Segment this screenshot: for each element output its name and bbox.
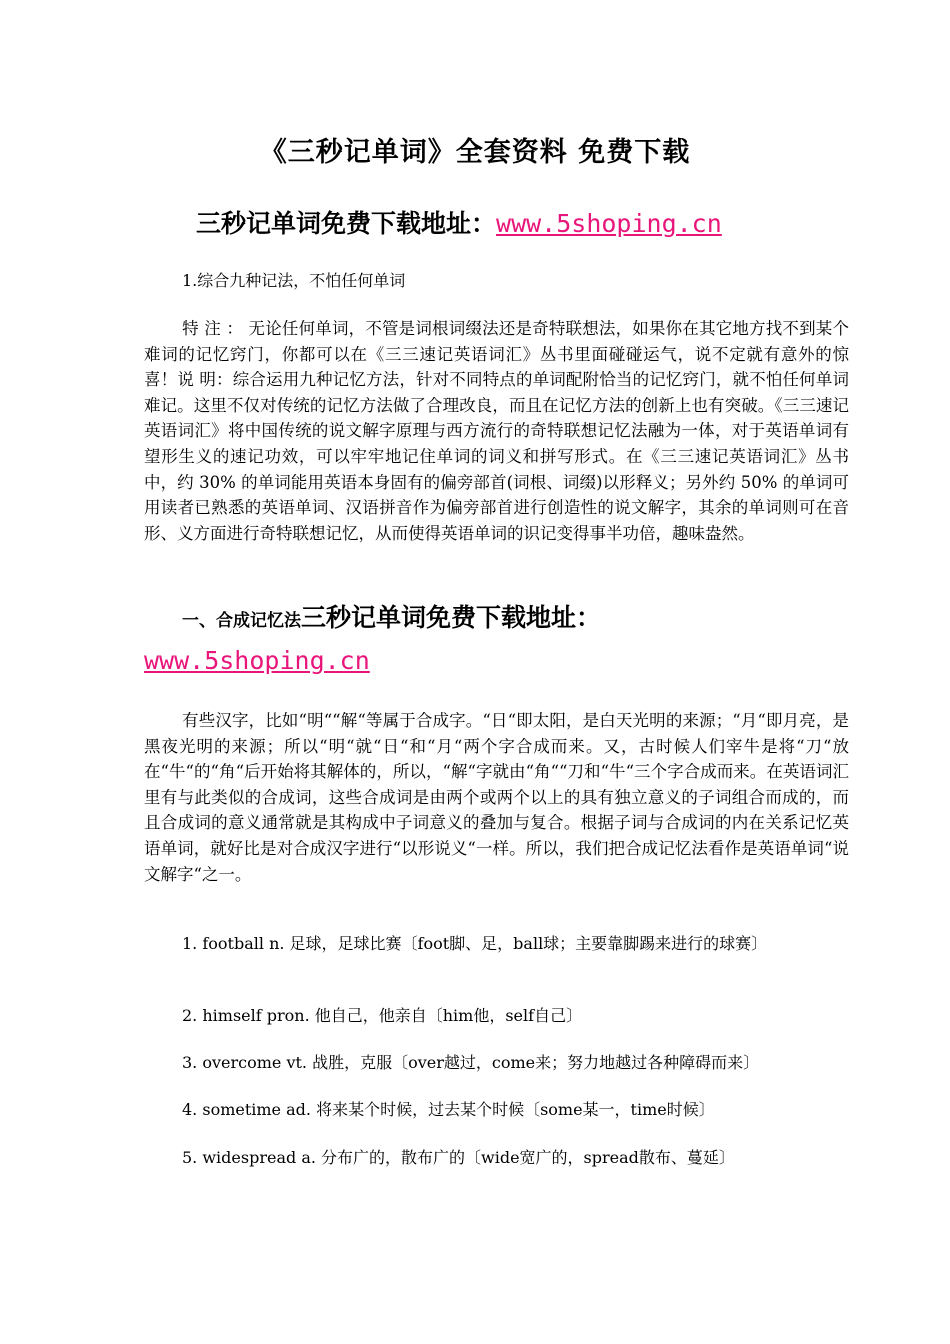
word-item-widespread bbox=[144, 1145, 849, 1171]
section-heading bbox=[182, 598, 601, 634]
word-item-text: 1. football n. 足球，足球比赛〔foot脚、足，ball球；主要靠脚踢来进行的球赛〕 bbox=[182, 934, 768, 953]
section-prefix: 一、合成记忆法 bbox=[182, 611, 301, 631]
word-item-text: 5. widespread a. 分布广的，散布广的〔wide宽广的，spread散布、蔓延〕 bbox=[182, 1148, 735, 1167]
word-item-text: 3. overcome vt. 战胜，克服〔over越过，come来；努力地越过各种障碍而来〕 bbox=[182, 1053, 760, 1072]
document-title: 《三秒记单词》全套资料 免费下载 bbox=[259, 137, 691, 168]
word-item-football bbox=[144, 931, 849, 957]
word-item-himself bbox=[144, 1003, 849, 1029]
download-subtitle bbox=[196, 204, 722, 240]
subtitle-text: 三秒记单词免费下载地址： bbox=[196, 209, 497, 238]
word-item-text: 2. himself pron. 他自己，他亲自〔him他，self自己〕 bbox=[182, 1006, 583, 1025]
intro-heading: 1.综合九种记法，不怕任何单词 bbox=[182, 271, 406, 290]
intro-paragraph bbox=[144, 316, 849, 546]
section-download-link[interactable]: www.5shoping.cn bbox=[144, 646, 370, 675]
subtitle-download-link[interactable]: www.5shoping.cn bbox=[496, 209, 722, 238]
word-item-sometime bbox=[144, 1097, 849, 1123]
intro-paragraph-text: 特 注 ： 无论任何单词，不管是词根词缀法还是奇特联想法，如果你在其它地方找不到某个难词的记忆窍门，你都可以在《三三速记英语词汇》丛书里面碰碰运气，说不定就有意外的惊喜！说 明：综合运用九种记忆方法，针对不同特点的单词配附恰当的记忆窍门，就不怕任何单词难记。这里不仅对传统的记忆方法做了合理改良，而且在记忆方法的创新上也有突破。《三三速记英语词汇》将中国传统的说文解字原理与西方流行的奇特联想记忆法融为一体，对于英语单词有望形生义的速记功效，可以牢牢地记住单词的词义和拼写形式。在《三三速记英语词汇》丛书中，约 30% 的单词能用英语本身固有的偏旁部首(词根、词缀)以形释义；另外约 50% 的单词可用读者已熟悉的英语单词、汉语拼音作为偏旁部首进行创造性的说文解字，其余的单词则可在音形、义方面进行奇特联想记忆，从而使得英语单词的识记变得事半功倍，趣味盎然。 bbox=[144, 319, 849, 543]
word-item-text: 4. sometime ad. 将来某个时候，过去某个时候〔some某一，time时候〕 bbox=[182, 1100, 715, 1119]
section-title: 三秒记单词免费下载地址： bbox=[301, 603, 602, 632]
section-paragraph bbox=[144, 708, 849, 887]
section-paragraph-text: 有些汉字，比如“明““解“等属于合成字。“日“即太阳，是白天光明的来源；“月“即月亮，是黑夜光明的来源；所以“明“就“日“和“月“两个字合成而来。又，古时候人们宰牛是将“刀“放在“牛“的“角“后开始将其解体的，所以，“解“字就由“角““刀和“牛“三个字合成而来。在英语词汇里有与此类似的合成词，这些合成词是由两个或两个以上的具有独立意义的子词组合而成的，而且合成词的意义通常就是其构成中子词意义的叠加与复合。根据子词与合成词的内在关系记忆英语单词，就好比是对合成汉字进行“以形说义“一样。所以，我们把合成记忆法看作是英语单词“说文解字“之一。 bbox=[144, 711, 849, 884]
word-item-overcome bbox=[144, 1050, 849, 1076]
